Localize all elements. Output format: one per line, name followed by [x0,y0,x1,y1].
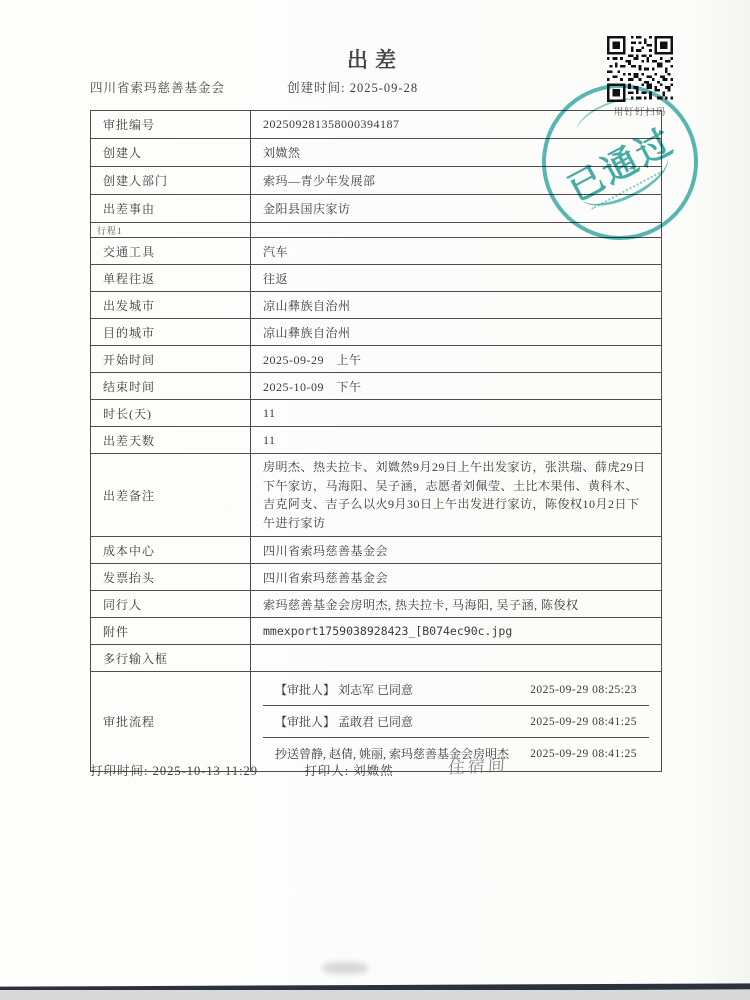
field-value: 金阳县国庆家访 [251,195,662,223]
printed-by: 打印人: 刘媺然 [304,764,394,778]
field-value: 房明杰、热夫拉卡、刘媺然9月29日上午出发家访，张洪瑞、薛虎29日下午家访，马海阳、吴子涵，志愿者刘佩莹、土比木果伟、黄科木、吉克阿支、吉子么以火9月30日上午出发进行家访，陈俊权10月2日下午进行家访 [251,454,662,537]
table-row [91,591,662,618]
approval-step-time: 2025-09-29 08:41:25 [530,715,637,728]
trip-section-label: 行程1 [91,223,251,238]
table-row [91,319,662,346]
attachment-row [91,618,662,645]
organization-name: 四川省索玛慈善基金会 [90,81,226,95]
field-label: 出差备注 [91,454,251,537]
print-time: 打印时间: 2025-10-13 11:29 [90,764,259,778]
field-label: 出差天数 [91,427,251,454]
empty-cell [251,223,662,238]
table-row [91,373,662,400]
table-row [91,292,662,319]
table-row [91,195,662,223]
approval-step-text: 抄送曾静, 赵倩, 姚丽, 索玛慈善基金会房明杰 [275,747,510,762]
field-value: 汽车 [251,238,662,265]
field-label: 出发城市 [91,292,251,319]
table-row [91,346,662,373]
dingtalk-qr-block [606,36,674,118]
field-label: 多行输入框 [91,645,251,672]
field-label: 开始时间 [91,346,251,373]
field-value: 索玛慈善基金会房明杰, 热夫拉卡, 马海阳, 吴子涵, 陈俊权 [251,591,662,618]
trip-section-row [91,223,662,238]
approval-step-text: 【审批人】 孟敢君 已同意 [275,715,414,730]
field-label: 创建人 [91,139,251,167]
field-value: 2025-10-09 下午 [251,373,662,400]
field-label: 交通工具 [91,238,251,265]
handwritten-note: 住宿间 [447,755,509,779]
table-row [91,167,662,195]
field-label: 结束时间 [91,373,251,400]
table-row [91,238,662,265]
document-meta [90,78,650,96]
field-label: 创建人部门 [91,167,251,195]
field-value: 往返 [251,265,662,292]
page-title: 出差 [347,48,403,72]
field-label: 目的城市 [91,319,251,346]
field-label: 成本中心 [91,537,251,564]
field-label: 时长(天) [91,400,251,427]
print-footer [90,761,394,779]
approval-step-time: 2025-09-29 08:25:23 [530,683,637,696]
field-value: 202509281358000394187 [251,111,662,139]
stamp-text: 已通过 [561,121,681,210]
field-value: 索玛—青少年发展部 [251,167,662,195]
scan-bottom-margin [0,990,750,1000]
field-value: 凉山彝族自治州 [251,319,662,346]
approval-step [263,706,649,738]
field-value: 2025-09-29 上午 [251,346,662,373]
approval-flow-label: 审批流程 [91,672,251,772]
table-row [91,139,662,167]
approval-form-table [90,110,662,772]
table-row [91,645,662,672]
created-time: 创建时间: 2025-09-28 [287,81,419,95]
table-row [91,564,662,591]
field-label: 单程往返 [91,265,251,292]
approval-step-text: 【审批人】 刘志军 已同意 [275,683,414,698]
table-row [91,265,662,292]
approval-step [263,674,649,706]
scan-smudge-artifact [322,962,368,974]
field-label: 同行人 [91,591,251,618]
field-value: 凉山彝族自治州 [251,292,662,319]
remarks-row [91,454,662,537]
field-value [251,645,662,672]
qr-caption: 用钉钉扫码 [613,108,667,118]
approval-flow-row [91,672,662,772]
field-value: 四川省索玛慈善基金会 [251,564,662,591]
table-row [91,537,662,564]
field-label: 出差事由 [91,195,251,223]
field-value: 11 [251,400,662,427]
field-value: 11 [251,427,662,454]
field-label: 附件 [91,618,251,645]
field-label: 审批编号 [91,111,251,139]
field-value: 四川省索玛慈善基金会 [251,537,662,564]
field-label: 发票抬头 [91,564,251,591]
approval-step-time: 2025-09-29 08:41:25 [530,747,637,760]
attachment-filename: mmexport1759038928423_[B074ec90c.jpg [251,618,662,645]
table-row [91,111,662,139]
table-row [91,400,662,427]
field-value: 刘媺然 [251,139,662,167]
table-row [91,427,662,454]
